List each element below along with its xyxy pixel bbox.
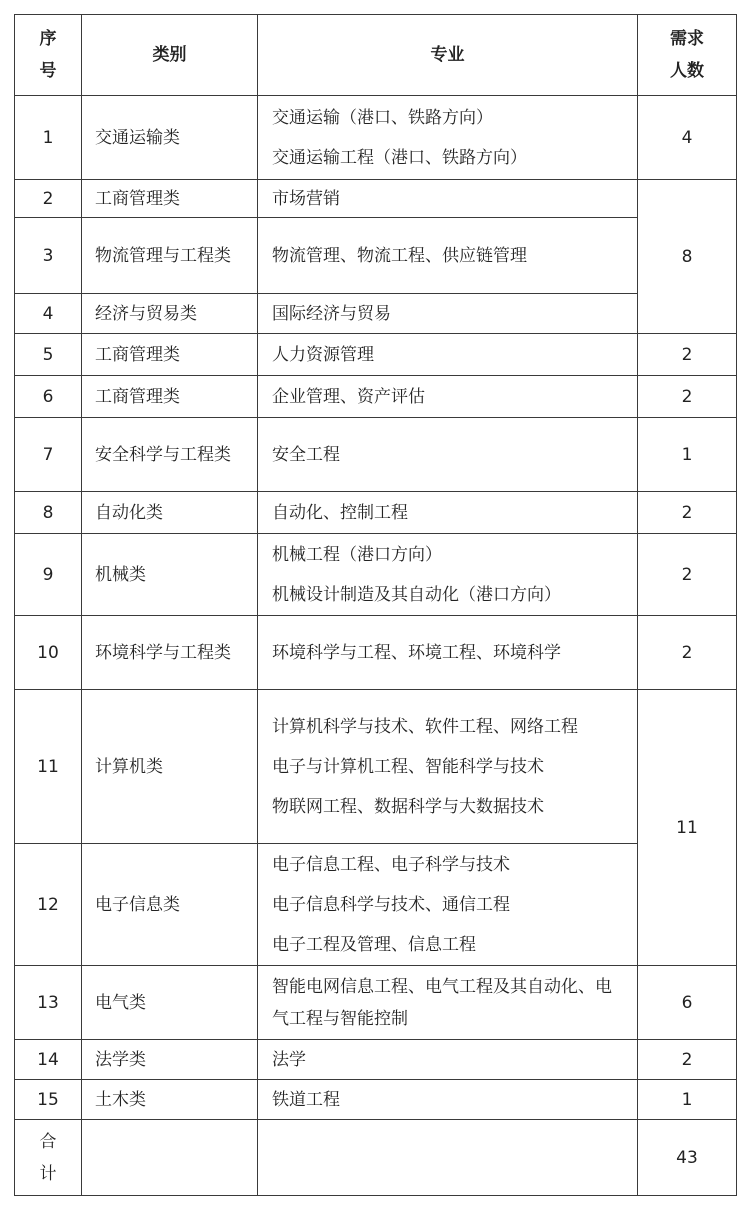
cell-seq: 14 bbox=[15, 1040, 82, 1080]
cell-demand: 1 bbox=[638, 418, 737, 492]
cell-major bbox=[258, 690, 638, 844]
cell-major bbox=[258, 534, 638, 616]
cell-major bbox=[258, 294, 638, 334]
total-demand: 43 bbox=[638, 1120, 737, 1196]
cell-demand: 2 bbox=[638, 376, 737, 418]
cell-category: 工商管理类 bbox=[82, 334, 258, 376]
cell-major bbox=[258, 492, 638, 534]
cell-demand: 8 bbox=[638, 180, 737, 334]
cell-seq: 1 bbox=[15, 96, 82, 180]
cell-category: 法学类 bbox=[82, 1040, 258, 1080]
cell-major bbox=[258, 96, 638, 180]
table-row bbox=[15, 376, 737, 418]
major-line: 机械工程（港口方向） bbox=[272, 544, 442, 565]
cell-seq: 4 bbox=[15, 294, 82, 334]
cell-major bbox=[258, 844, 638, 966]
table-row bbox=[15, 294, 737, 334]
cell-demand: 1 bbox=[638, 1080, 737, 1120]
header-seq: 序号 bbox=[15, 15, 82, 96]
cell-category: 经济与贸易类 bbox=[82, 294, 258, 334]
table-row bbox=[15, 418, 737, 492]
table-row bbox=[15, 492, 737, 534]
major-line: 智能电网信息工程、电气工程及其自动化、电气工程与智能控制 bbox=[272, 976, 612, 1029]
cell-seq: 6 bbox=[15, 376, 82, 418]
table-row bbox=[15, 1040, 737, 1080]
cell-category: 安全科学与工程类 bbox=[82, 418, 258, 492]
cell-category: 土木类 bbox=[82, 1080, 258, 1120]
cell-major bbox=[258, 1080, 638, 1120]
table-row bbox=[15, 966, 737, 1040]
cell-category: 计算机类 bbox=[82, 690, 258, 844]
major-line: 国际经济与贸易 bbox=[272, 303, 391, 324]
cell-category: 交通运输类 bbox=[82, 96, 258, 180]
cell-category: 机械类 bbox=[82, 534, 258, 616]
total-label: 合计 bbox=[15, 1120, 82, 1196]
cell-major bbox=[258, 180, 638, 218]
cell-seq: 2 bbox=[15, 180, 82, 218]
cell-major bbox=[258, 418, 638, 492]
cell-category: 电子信息类 bbox=[82, 844, 258, 966]
header-demand: 需求人数 bbox=[638, 15, 737, 96]
major-line: 人力资源管理 bbox=[272, 344, 374, 365]
cell-demand: 2 bbox=[638, 534, 737, 616]
cell-demand: 2 bbox=[638, 616, 737, 690]
major-line: 交通运输工程（港口、铁路方向） bbox=[272, 147, 527, 168]
cell-major bbox=[258, 334, 638, 376]
major-line: 物联网工程、数据科学与大数据技术 bbox=[272, 796, 544, 817]
major-line: 企业管理、资产评估 bbox=[272, 386, 425, 407]
table-row bbox=[15, 96, 737, 180]
cell-demand: 11 bbox=[638, 690, 737, 966]
cell-major bbox=[258, 1040, 638, 1080]
major-line: 物流管理、物流工程、供应链管理 bbox=[272, 245, 527, 266]
cell-demand: 2 bbox=[638, 334, 737, 376]
major-line: 法学 bbox=[272, 1049, 306, 1070]
header-row bbox=[15, 15, 737, 96]
major-line: 市场营销 bbox=[272, 188, 340, 209]
table-row bbox=[15, 180, 737, 218]
major-line: 电子信息科学与技术、通信工程 bbox=[272, 894, 510, 915]
table-row bbox=[15, 1080, 737, 1120]
table-row bbox=[15, 534, 737, 616]
recruitment-table-wrapper bbox=[14, 14, 737, 1196]
cell-demand: 4 bbox=[638, 96, 737, 180]
recruitment-demand-table bbox=[14, 14, 737, 1196]
cell-demand: 6 bbox=[638, 966, 737, 1040]
table-row bbox=[15, 334, 737, 376]
major-line: 自动化、控制工程 bbox=[272, 502, 408, 523]
major-line: 计算机科学与技术、软件工程、网络工程 bbox=[272, 716, 578, 737]
header-major: 专业 bbox=[258, 15, 638, 96]
major-line: 环境科学与工程、环境工程、环境科学 bbox=[272, 642, 561, 663]
cell-category: 物流管理与工程类 bbox=[82, 218, 258, 294]
cell-major bbox=[258, 376, 638, 418]
major-line: 电子信息工程、电子科学与技术 bbox=[272, 854, 510, 875]
cell-category: 工商管理类 bbox=[82, 376, 258, 418]
cell-seq: 12 bbox=[15, 844, 82, 966]
major-line: 铁道工程 bbox=[272, 1089, 340, 1110]
total-category bbox=[82, 1120, 258, 1196]
total-major bbox=[258, 1120, 638, 1196]
cell-major bbox=[258, 616, 638, 690]
cell-seq: 8 bbox=[15, 492, 82, 534]
cell-seq: 11 bbox=[15, 690, 82, 844]
total-row bbox=[15, 1120, 737, 1196]
cell-seq: 15 bbox=[15, 1080, 82, 1120]
table-row bbox=[15, 690, 737, 844]
cell-demand: 2 bbox=[638, 1040, 737, 1080]
table-row bbox=[15, 616, 737, 690]
cell-seq: 10 bbox=[15, 616, 82, 690]
cell-seq: 9 bbox=[15, 534, 82, 616]
cell-category: 电气类 bbox=[82, 966, 258, 1040]
header-category: 类别 bbox=[82, 15, 258, 96]
cell-seq: 7 bbox=[15, 418, 82, 492]
major-line: 安全工程 bbox=[272, 444, 340, 465]
major-line: 电子与计算机工程、智能科学与技术 bbox=[272, 756, 544, 777]
cell-demand: 2 bbox=[638, 492, 737, 534]
cell-major bbox=[258, 218, 638, 294]
major-line: 电子工程及管理、信息工程 bbox=[272, 934, 476, 955]
major-line: 交通运输（港口、铁路方向） bbox=[272, 107, 493, 128]
cell-seq: 3 bbox=[15, 218, 82, 294]
cell-seq: 13 bbox=[15, 966, 82, 1040]
major-line: 机械设计制造及其自动化（港口方向） bbox=[272, 584, 561, 605]
cell-category: 工商管理类 bbox=[82, 180, 258, 218]
cell-category: 自动化类 bbox=[82, 492, 258, 534]
cell-seq: 5 bbox=[15, 334, 82, 376]
table-row bbox=[15, 218, 737, 294]
cell-major bbox=[258, 966, 638, 1040]
table-row bbox=[15, 844, 737, 966]
cell-category: 环境科学与工程类 bbox=[82, 616, 258, 690]
